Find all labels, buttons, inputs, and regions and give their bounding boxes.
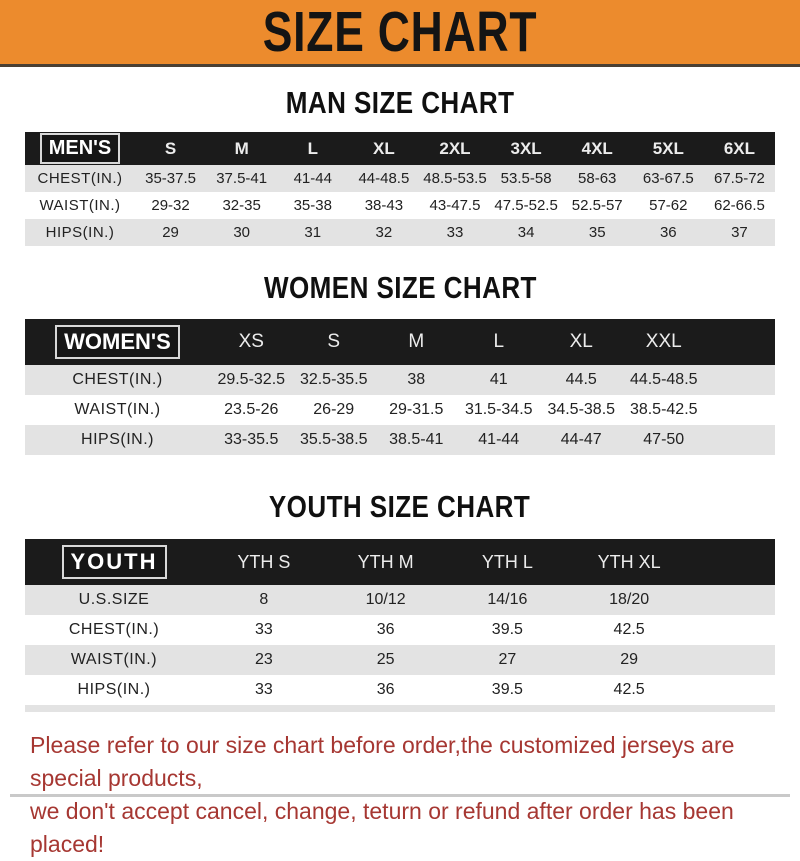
men-section-title	[0, 85, 800, 121]
youth-table-bottom-strip	[25, 705, 775, 712]
size-cell: 44-47	[540, 425, 623, 455]
men-table-header-row	[25, 132, 775, 165]
size-cell: 35-38	[277, 192, 348, 219]
size-cell: 14/16	[447, 585, 569, 615]
size-cell: 43-47.5	[419, 192, 490, 219]
col-header: YTH S	[203, 539, 325, 585]
size-cell: 18/20	[568, 585, 690, 615]
col-header: 5XL	[633, 132, 704, 165]
size-cell: 62-66.5	[704, 192, 775, 219]
size-cell: 57-62	[633, 192, 704, 219]
table-row	[25, 192, 775, 219]
size-cell: 67.5-72	[704, 165, 775, 192]
size-cell: 38-43	[348, 192, 419, 219]
size-cell: 42.5	[568, 615, 690, 645]
row-label: HIPS(IN.)	[25, 675, 203, 705]
men-table-label: MEN'S	[40, 133, 121, 164]
size-cell: 33	[419, 219, 490, 246]
size-cell: 41-44	[277, 165, 348, 192]
size-cell: 33-35.5	[210, 425, 293, 455]
size-cell: 44-48.5	[348, 165, 419, 192]
col-header: XL	[348, 132, 419, 165]
banner	[0, 0, 800, 67]
row-label: U.S.SIZE	[25, 585, 203, 615]
row-label: WAIST(IN.)	[25, 192, 135, 219]
col-header: YTH M	[325, 539, 447, 585]
row-label: CHEST(IN.)	[25, 165, 135, 192]
size-cell: 38.5-41	[375, 425, 458, 455]
women-section-title	[0, 270, 800, 306]
table-row	[25, 165, 775, 192]
table-row	[25, 395, 775, 425]
size-cell: 37.5-41	[206, 165, 277, 192]
size-cell: 36	[325, 615, 447, 645]
disclaimer-line-1: Please refer to our size chart before order,the customized jerseys are special products,	[30, 732, 735, 791]
size-cell: 29-32	[135, 192, 206, 219]
size-cell: 30	[206, 219, 277, 246]
women-table-label: WOMEN'S	[55, 325, 180, 359]
size-cell: 37	[704, 219, 775, 246]
col-header: L	[458, 319, 541, 365]
row-label: WAIST(IN.)	[25, 645, 203, 675]
disclaimer-line-2: we don't accept cancel, change, teturn or refund after order has been placed!	[30, 798, 734, 857]
row-label: CHEST(IN.)	[25, 615, 203, 645]
size-cell: 27	[447, 645, 569, 675]
table-row	[25, 675, 775, 705]
youth-table-label: YOUTH	[62, 545, 167, 579]
size-cell: 25	[325, 645, 447, 675]
size-cell: 23	[203, 645, 325, 675]
spacer-cell	[690, 539, 775, 585]
women-section-title-text: WOMEN SIZE CHART	[263, 270, 537, 305]
youth-size-table	[25, 539, 775, 705]
size-cell: 41	[458, 365, 541, 395]
spacer-cell	[705, 395, 775, 425]
women-table-label-cell	[25, 319, 210, 365]
size-cell: 36	[325, 675, 447, 705]
size-cell: 8	[203, 585, 325, 615]
col-header: YTH XL	[568, 539, 690, 585]
size-cell: 10/12	[325, 585, 447, 615]
col-header: M	[375, 319, 458, 365]
size-cell: 39.5	[447, 615, 569, 645]
row-label: HIPS(IN.)	[25, 219, 135, 246]
table-row	[25, 365, 775, 395]
size-cell: 44.5-48.5	[623, 365, 706, 395]
size-cell: 63-67.5	[633, 165, 704, 192]
youth-section-title-text: YOUTH SIZE CHART	[269, 489, 531, 524]
table-row	[25, 219, 775, 246]
size-cell: 32	[348, 219, 419, 246]
size-cell: 23.5-26	[210, 395, 293, 425]
size-cell: 52.5-57	[562, 192, 633, 219]
size-cell: 29	[568, 645, 690, 675]
men-size-table	[25, 132, 775, 246]
size-cell: 47.5-52.5	[491, 192, 562, 219]
size-cell: 32-35	[206, 192, 277, 219]
men-table-label-cell	[25, 132, 135, 165]
size-cell: 39.5	[447, 675, 569, 705]
col-header: XXL	[623, 319, 706, 365]
size-cell: 29.5-32.5	[210, 365, 293, 395]
col-header: 6XL	[704, 132, 775, 165]
size-cell: 35-37.5	[135, 165, 206, 192]
spacer-cell	[705, 319, 775, 365]
size-cell: 38	[375, 365, 458, 395]
col-header: S	[293, 319, 376, 365]
women-size-table	[25, 319, 775, 455]
size-cell: 36	[633, 219, 704, 246]
col-header: 3XL	[491, 132, 562, 165]
women-table-header-row	[25, 319, 775, 365]
size-cell: 26-29	[293, 395, 376, 425]
table-row	[25, 585, 775, 615]
table-row	[25, 615, 775, 645]
size-cell: 41-44	[458, 425, 541, 455]
spacer-cell	[705, 425, 775, 455]
size-cell: 47-50	[623, 425, 706, 455]
size-cell: 38.5-42.5	[623, 395, 706, 425]
size-cell: 48.5-53.5	[419, 165, 490, 192]
col-header: L	[277, 132, 348, 165]
spacer-cell	[705, 365, 775, 395]
bottom-divider	[10, 794, 790, 797]
size-cell: 34.5-38.5	[540, 395, 623, 425]
size-cell: 35	[562, 219, 633, 246]
row-label: HIPS(IN.)	[25, 425, 210, 455]
size-cell: 33	[203, 675, 325, 705]
size-cell: 35.5-38.5	[293, 425, 376, 455]
col-header: M	[206, 132, 277, 165]
col-header: XS	[210, 319, 293, 365]
men-section-title-text: MAN SIZE CHART	[285, 85, 515, 120]
size-cell: 34	[491, 219, 562, 246]
col-header: S	[135, 132, 206, 165]
size-cell: 53.5-58	[491, 165, 562, 192]
spacer-cell	[690, 645, 775, 675]
size-cell: 31.5-34.5	[458, 395, 541, 425]
table-row	[25, 425, 775, 455]
table-row	[25, 645, 775, 675]
spacer-cell	[690, 675, 775, 705]
size-cell: 29-31.5	[375, 395, 458, 425]
col-header: 2XL	[419, 132, 490, 165]
size-cell: 58-63	[562, 165, 633, 192]
spacer-cell	[690, 615, 775, 645]
size-cell: 42.5	[568, 675, 690, 705]
size-cell: 29	[135, 219, 206, 246]
size-cell: 44.5	[540, 365, 623, 395]
size-cell: 31	[277, 219, 348, 246]
col-header: 4XL	[562, 132, 633, 165]
youth-table-label-cell	[25, 539, 203, 585]
banner-title: SIZE CHART	[262, 0, 538, 64]
row-label: WAIST(IN.)	[25, 395, 210, 425]
col-header: YTH L	[447, 539, 569, 585]
spacer-cell	[690, 585, 775, 615]
youth-section-title	[0, 489, 800, 525]
youth-table-header-row	[25, 539, 775, 585]
size-cell: 33	[203, 615, 325, 645]
col-header: XL	[540, 319, 623, 365]
row-label: CHEST(IN.)	[25, 365, 210, 395]
size-cell: 32.5-35.5	[293, 365, 376, 395]
